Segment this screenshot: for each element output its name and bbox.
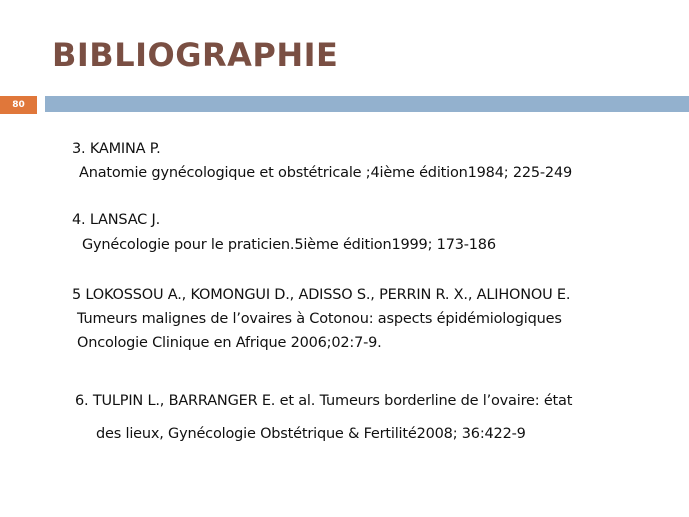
reference-3-author: 3. KAMINA P. [72, 141, 161, 157]
reference-6-source: des lieux, Gynécologie Obstétrique & Fertilité2008; 36:422-9 [96, 426, 526, 442]
page-number-badge: 80 [0, 96, 37, 114]
reference-3-detail: Anatomie gynécologique et obstétricale ;4ième édition1984; 225-249 [79, 165, 572, 181]
reference-4-detail: Gynécologie pour le praticien.5ième édition1999; 173-186 [82, 237, 496, 253]
reference-5-source: Oncologie Clinique en Afrique 2006;02:7-9. [77, 335, 382, 351]
reference-4-author: 4. LANSAC J. [72, 212, 160, 228]
reference-5-title: Tumeurs malignes de l’ovaires à Cotonou: aspects épidémiologiques [77, 311, 562, 327]
reference-6-authors-title: 6. TULPIN L., BARRANGER E. et al. Tumeurs borderline de l’ovaire: état [75, 393, 573, 409]
reference-5-authors: 5 LOKOSSOU A., KOMONGUI D., ADISSO S., PERRIN R. X., ALIHONOU E. [72, 287, 571, 303]
slide-title: BIBLIOGRAPHIE [52, 36, 339, 74]
